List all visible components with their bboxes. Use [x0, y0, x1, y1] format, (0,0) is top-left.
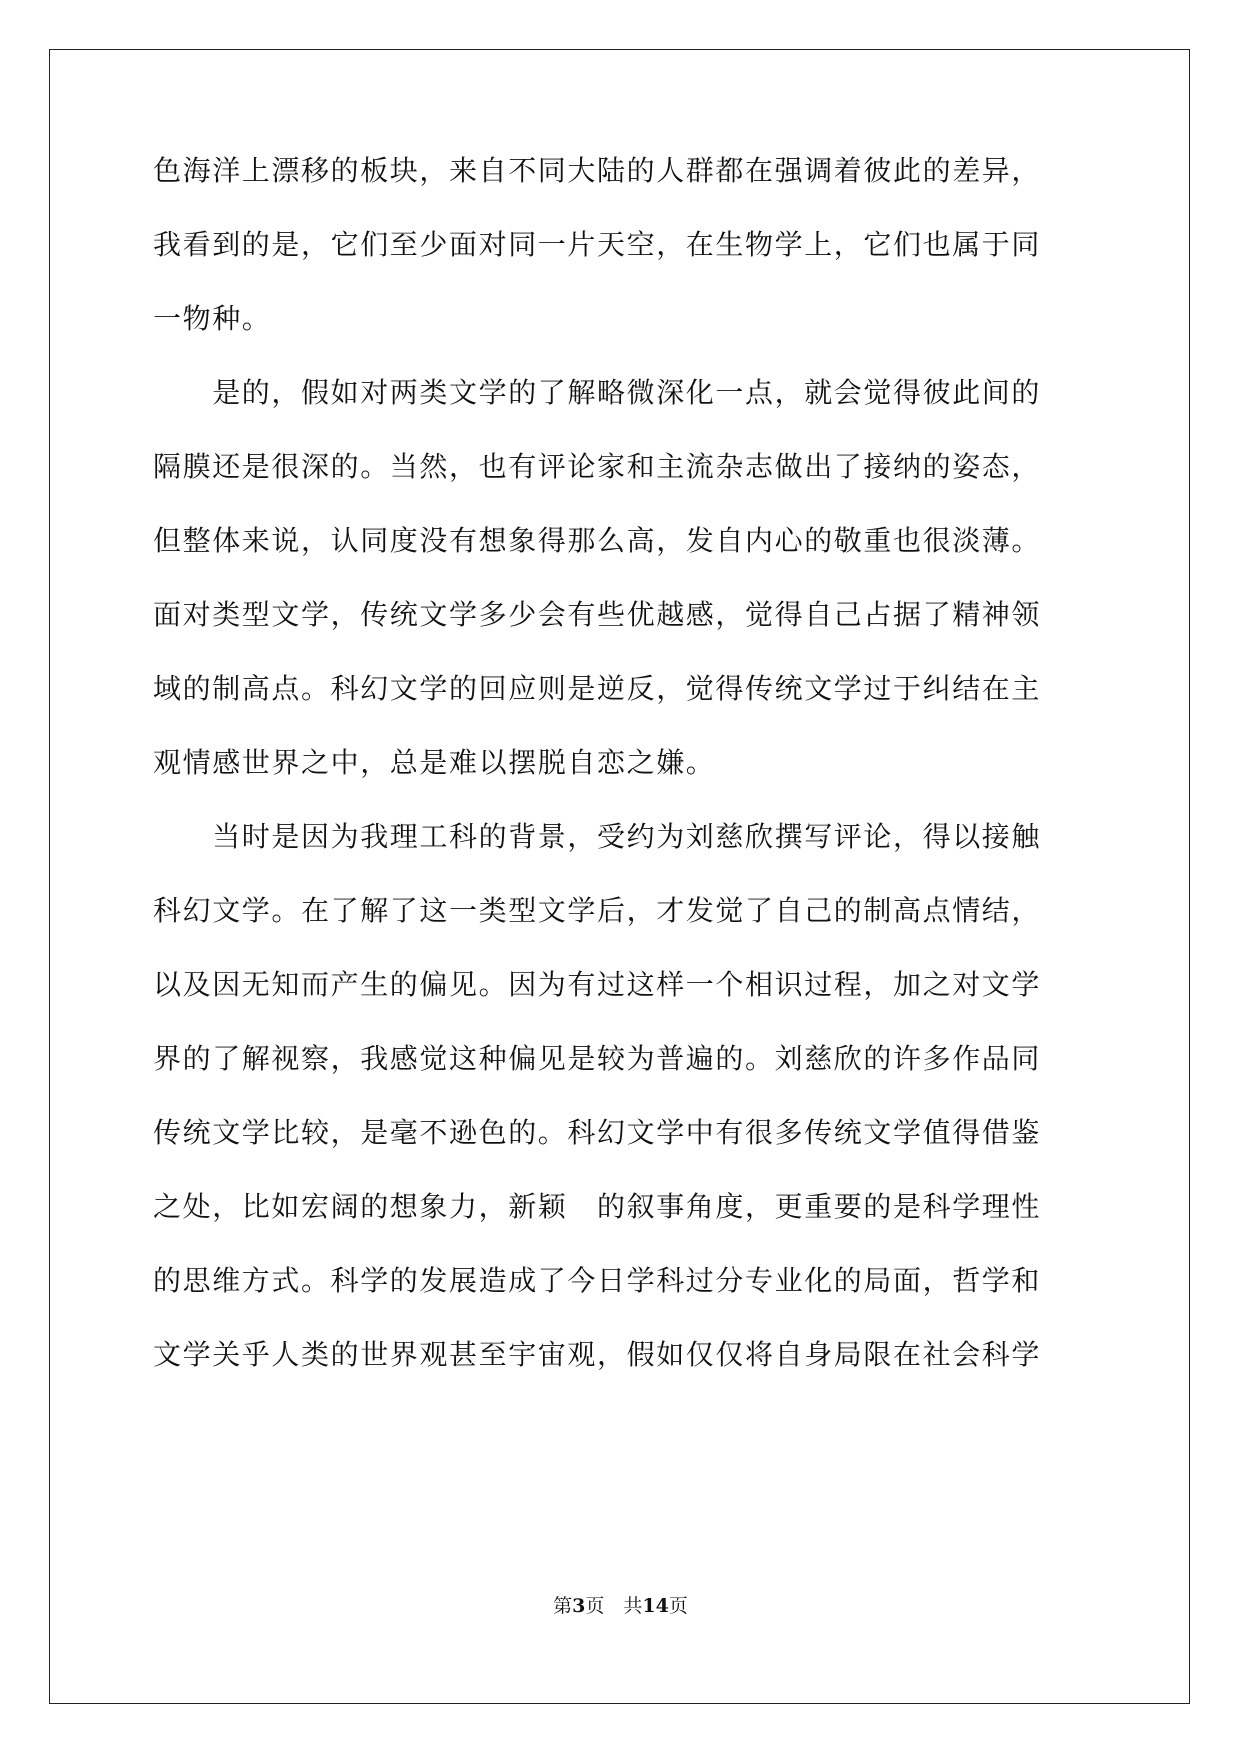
- footer-page-number: 3: [572, 1595, 586, 1617]
- body-text-line: 但整体来说，认同度没有想象得那么高，发自内心的敬重也很淡薄。: [153, 524, 1042, 557]
- body-text-line: 一物种。: [153, 302, 272, 335]
- body-text-line: 传统文学比较，是毫不逊色的。科幻文学中有很多传统文学值得借鉴: [153, 1116, 1042, 1149]
- body-text-line: 面对类型文学，传统文学多少会有些优越感，觉得自己占据了精神领: [153, 598, 1042, 631]
- body-text-line: 我看到的是，它们至少面对同一片天空，在生物学上，它们也属于同: [153, 228, 1042, 261]
- footer-total-pages: 14: [642, 1595, 669, 1617]
- body-text-line: 当时是因为我理工科的背景，受约为刘慈欣撰写评论，得以接触: [153, 820, 1042, 853]
- body-text-line: 的思维方式。科学的发展造成了今日学科过分专业化的局面，哲学和: [153, 1264, 1042, 1297]
- footer-suffix: 页: [668, 1595, 688, 1617]
- body-text-line: 隔膜还是很深的。当然，也有评论家和主流杂志做出了接纳的姿态，: [153, 450, 1042, 483]
- page-footer: [0, 1594, 1241, 1618]
- body-text-line: 之处，比如宏阔的想象力，新颖 的叙事角度，更重要的是科学理性: [153, 1190, 1042, 1223]
- body-text-line: 是的，假如对两类文学的了解略微深化一点，就会觉得彼此间的: [153, 376, 1042, 409]
- footer-prefix: 第: [553, 1595, 573, 1617]
- footer-middle: 页 共: [585, 1595, 643, 1617]
- body-text-line: 科幻文学。在了解了这一类型文学后，才发觉了自己的制高点情结，: [153, 894, 1042, 927]
- body-text-line: 观情感世界之中，总是难以摆脱自恋之嫌。: [153, 746, 716, 779]
- body-text-line: 域的制高点。科幻文学的回应则是逆反，觉得传统文学过于纠结在主: [153, 672, 1042, 705]
- body-text-line: 以及因无知而产生的偏见。因为有过这样一个相识过程，加之对文学: [153, 968, 1042, 1001]
- body-text-line: 文学关乎人类的世界观甚至宇宙观，假如仅仅将自身局限在社会科学: [153, 1338, 1042, 1371]
- body-text-line: 色海洋上漂移的板块，来自不同大陆的人群都在强调着彼此的差异，: [153, 154, 1042, 187]
- body-text-line: 界的了解视察，我感觉这种偏见是较为普遍的。刘慈欣的许多作品同: [153, 1042, 1042, 1075]
